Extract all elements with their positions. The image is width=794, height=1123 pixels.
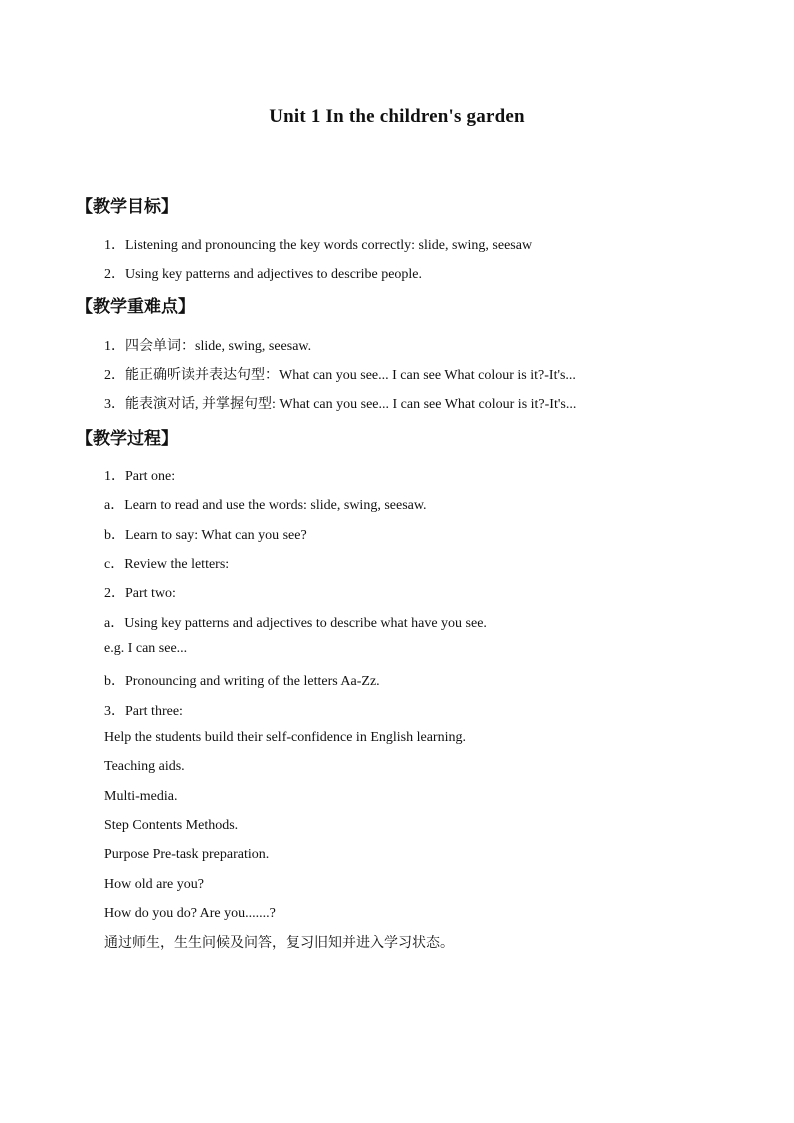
objective-item: 2．Using key patterns and adjectives to describe people. bbox=[104, 267, 423, 282]
process-line: Multi-media. bbox=[104, 789, 178, 804]
key-point-item: 3．能表演对话, 并掌握句型: What can you see... I can see What colour is it?-It's... bbox=[104, 397, 577, 412]
objective-item: 1．Listening and pronouncing the key words correctly: slide, swing, seesaw bbox=[104, 238, 533, 253]
document-title: Unit 1 In the children's garden bbox=[269, 106, 525, 127]
key-point-item: 2．能正确听读并表达句型：What can you see... I can see What colour is it?-It's... bbox=[104, 368, 576, 383]
process-line: b．Pronouncing and writing of the letters Aa-Zz. bbox=[104, 674, 380, 689]
process-line: How do you do? Are you.......? bbox=[104, 906, 276, 921]
section-heading-objectives: 【教学目标】 bbox=[76, 197, 178, 217]
process-line: Teaching aids. bbox=[104, 759, 185, 774]
process-line: a．Learn to read and use the words: slide, swing, seesaw. bbox=[104, 498, 427, 513]
process-line: Help the students build their self-confidence in English learning. bbox=[104, 730, 466, 745]
process-line: b．Learn to say: What can you see? bbox=[104, 528, 307, 543]
process-line: 2．Part two: bbox=[104, 586, 176, 601]
section-heading-process: 【教学过程】 bbox=[76, 429, 178, 449]
process-line: a．Using key patterns and adjectives to describe what have you see. bbox=[104, 616, 487, 631]
process-line: 3．Part three: bbox=[104, 704, 183, 719]
process-line: How old are you? bbox=[104, 877, 204, 892]
process-line: Purpose Pre-task preparation. bbox=[104, 847, 270, 862]
process-line: e.g. I can see... bbox=[104, 641, 188, 656]
key-point-item: 1．四会单词：slide, swing, seesaw. bbox=[104, 339, 312, 354]
process-line: Step Contents Methods. bbox=[104, 818, 239, 833]
process-line: 1．Part one: bbox=[104, 469, 176, 484]
process-line-chinese: 通过师生，生生问候及问答，复习旧知并进入学习状态。 bbox=[104, 935, 454, 951]
process-line: c．Review the letters: bbox=[104, 557, 230, 572]
section-heading-key-points: 【教学重难点】 bbox=[76, 297, 195, 317]
